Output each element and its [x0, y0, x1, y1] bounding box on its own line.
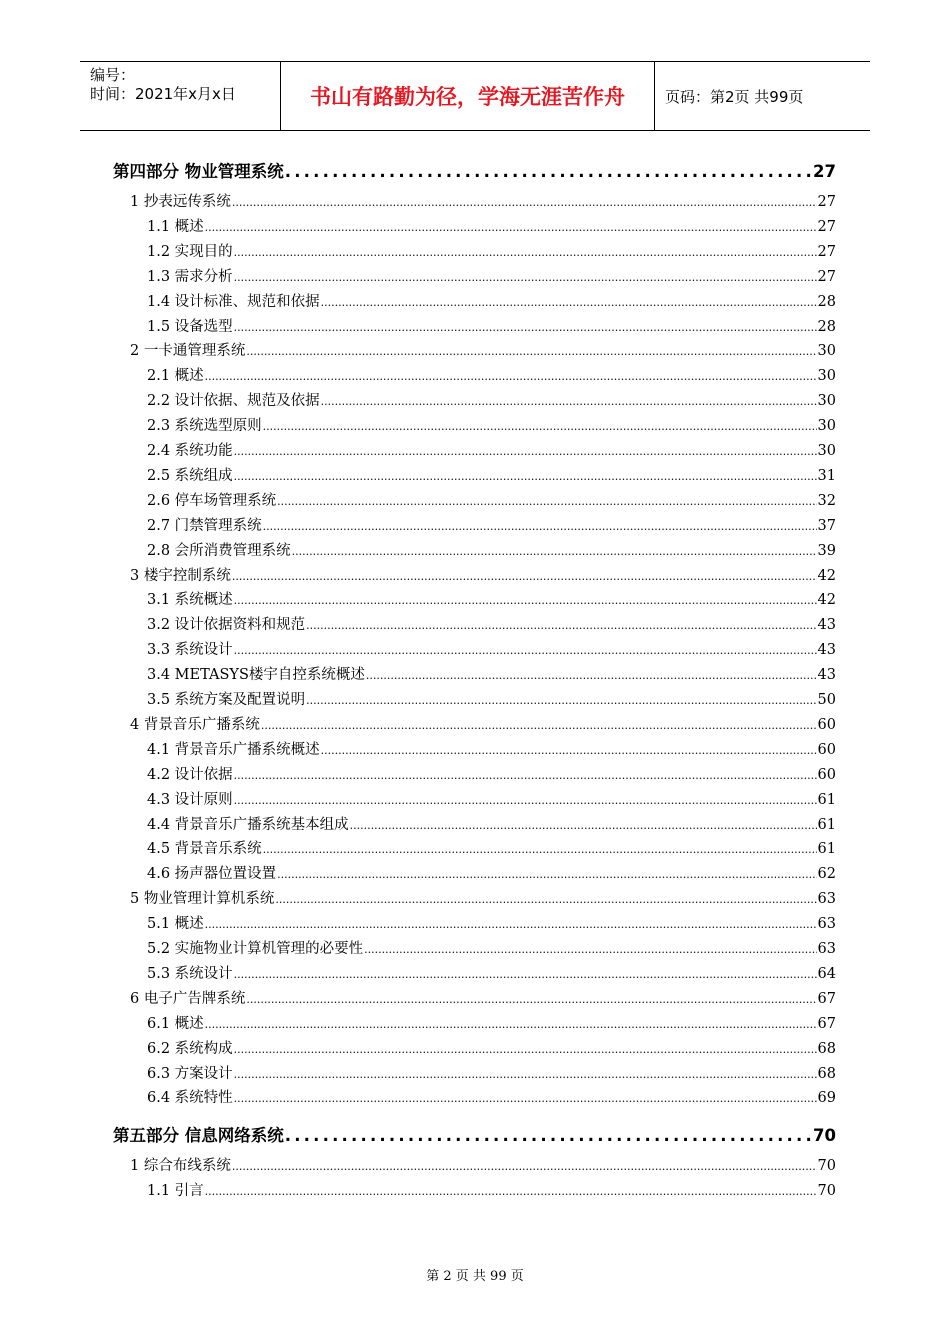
toc-dot-leader	[366, 667, 817, 683]
toc-dot-leader	[234, 443, 817, 459]
toc-page-number: 32	[817, 492, 836, 509]
toc-page-number: 43	[817, 667, 836, 684]
toc-entry-title: 4.1 背景音乐广播系统概述	[147, 741, 320, 758]
toc-entry[interactable]	[147, 813, 836, 834]
toc-entry[interactable]	[147, 763, 836, 784]
toc-page-number: 60	[817, 741, 836, 758]
toc-page-number: 63	[817, 916, 836, 933]
toc-entry-title: 1.5 设备选型	[147, 318, 233, 335]
toc-entry[interactable]	[147, 837, 836, 858]
toc-dot-leader	[205, 368, 817, 384]
toc-entry-title: 2.5 系统组成	[147, 467, 233, 484]
toc-entry-title: 1.3 需求分析	[147, 268, 233, 285]
toc-dot-leader	[234, 767, 817, 783]
toc-entry-title: 4.3 设计原则	[147, 791, 233, 808]
toc-entry[interactable]	[147, 539, 836, 560]
toc-entry-title: 2.8 会所消费管理系统	[147, 542, 291, 559]
toc-page-number: 67	[817, 1015, 836, 1032]
toc-entry-title: 5.3 系统设计	[147, 965, 233, 982]
toc-page-number: 63	[817, 941, 836, 957]
toc-dot-leader	[263, 841, 817, 857]
toc-dot-leader	[306, 617, 816, 633]
toc-dot-leader	[232, 194, 817, 210]
toc-page-number: 70	[817, 1183, 836, 1200]
toc-entry[interactable]	[130, 339, 836, 360]
toc-entry[interactable]	[130, 1154, 836, 1175]
toc-entry[interactable]	[147, 1086, 836, 1107]
toc-page-number: 28	[817, 293, 836, 310]
toc-page-number: 30	[817, 443, 836, 459]
toc-dot-leader	[277, 866, 816, 882]
toc-entry[interactable]	[147, 514, 836, 535]
toc-entry[interactable]	[130, 713, 836, 734]
toc-page-number: 30	[817, 393, 836, 410]
toc-dot-leader	[234, 468, 817, 484]
toc-entry-title: 1 抄表远传系统	[130, 194, 231, 210]
date-label: 时间：2021年x月x日	[90, 85, 236, 103]
toc-entry[interactable]	[147, 315, 836, 336]
toc-entry-title: 4 背景音乐广播系统	[130, 716, 260, 733]
toc-page-number: 27	[813, 162, 836, 181]
toc-entry-title: 2.4 系统功能	[147, 443, 233, 459]
toc-dot-leader	[234, 1041, 817, 1057]
toc-page-number: 70	[813, 1126, 836, 1146]
toc-dot-leader	[263, 418, 817, 434]
toc-entry-title: 3 楼宇控制系统	[130, 567, 231, 584]
toc-entry[interactable]	[130, 887, 836, 908]
toc-page-number: 68	[817, 1065, 836, 1082]
toc-entry[interactable]	[147, 240, 836, 261]
toc-entry-title: 6.2 系统构成	[147, 1040, 233, 1057]
toc-dot-leader	[277, 493, 816, 509]
toc-page-number: 70	[817, 1158, 836, 1175]
toc-entry-title: 5 物业管理计算机系统	[130, 891, 275, 908]
toc-page-number: 63	[817, 891, 836, 908]
toc-page-number: 43	[817, 642, 836, 659]
header-motto: 书山有路勤为径，学海无涯苦作舟	[281, 62, 655, 130]
toc-entry-title: 2.1 概述	[147, 368, 204, 385]
toc-page-number: 31	[817, 467, 836, 484]
toc-dot-leader	[350, 817, 817, 833]
toc-entry[interactable]	[147, 638, 836, 659]
toc-entry-title: 1.2 实现目的	[147, 243, 233, 260]
toc-entry[interactable]	[147, 1179, 836, 1200]
toc-dot-leader	[234, 1066, 817, 1082]
toc-dot-leader	[321, 742, 817, 758]
toc-entry-title: 第五部分 信息网络系统	[113, 1126, 284, 1146]
toc-entry-title: 2.7 门禁管理系统	[147, 517, 262, 534]
toc-entry-title: 2.2 设计依据、规范及依据	[147, 393, 320, 410]
toc-entry-title: 6.4 系统特性	[147, 1090, 233, 1107]
toc-dot-leader	[263, 518, 817, 534]
toc-entry-title: 2 一卡通管理系统	[130, 343, 246, 360]
toc-dot-leader	[261, 717, 817, 733]
toc-entry-title: 4.4 背景音乐广播系统基本组成	[147, 816, 349, 833]
toc-entry-title: 6 电子广告牌系统	[130, 990, 246, 1007]
toc-dot-leader	[234, 792, 817, 808]
toc-page-number: 30	[817, 343, 836, 360]
toc-part-heading[interactable]	[113, 1122, 836, 1146]
toc-page-number: 64	[817, 965, 836, 982]
toc-entry[interactable]	[147, 1037, 836, 1058]
toc-entry-title: 3.4 METASYS楼宇自控系统概述	[147, 667, 365, 684]
toc-part-heading[interactable]	[113, 158, 836, 182]
toc-entry[interactable]	[147, 613, 836, 634]
toc-entry[interactable]	[147, 414, 836, 435]
toc-dot-leader	[246, 343, 816, 359]
toc-entry-title: 2.6 停车场管理系统	[147, 492, 277, 509]
toc-page-number: 61	[817, 791, 836, 808]
toc-entry[interactable]	[147, 788, 836, 809]
toc-entry-title: 1.1 概述	[147, 218, 204, 235]
toc-page-number: 62	[817, 866, 836, 883]
toc-dot-leader	[292, 543, 817, 559]
toc-entry-title: 1 综合布线系统	[130, 1158, 231, 1175]
toc-entry-title: 3.5 系统方案及配置说明	[147, 692, 306, 708]
toc-dot-leader	[234, 244, 817, 260]
toc-entry[interactable]	[130, 190, 836, 211]
toc-page-number: 30	[817, 368, 836, 385]
toc-dot-leader	[205, 219, 817, 235]
toc-entry-title: 6.3 方案设计	[147, 1065, 233, 1082]
toc-page-number: 28	[817, 318, 836, 335]
toc-entry-title: 3.3 系统设计	[147, 642, 233, 659]
toc-entry[interactable]	[147, 1012, 836, 1033]
toc-page-number: 27	[817, 218, 836, 235]
toc-dot-leader	[246, 991, 816, 1007]
toc-entry-title: 6.1 概述	[147, 1015, 204, 1032]
toc-entry-title: 2.3 系统选型原则	[147, 418, 262, 435]
toc-dot-leader	[285, 1126, 812, 1145]
toc-dot-leader	[234, 966, 817, 982]
toc-page-number: 42	[817, 567, 836, 584]
toc-entry-title: 4.5 背景音乐系统	[147, 841, 262, 858]
toc-page-number: 69	[817, 1090, 836, 1107]
toc-entry-title: 4.2 设计依据	[147, 766, 233, 783]
toc-entry-title: 1.4 设计标准、规范和依据	[147, 293, 320, 310]
toc-page-number: 37	[817, 517, 836, 534]
toc-page-number: 43	[817, 617, 836, 634]
toc-dot-leader	[232, 1158, 817, 1174]
toc-entry[interactable]	[130, 564, 836, 585]
page-footer: 第 2 页 共 99 页	[426, 1269, 524, 1284]
toc-entry[interactable]	[147, 439, 836, 460]
toc-dot-leader	[364, 941, 816, 957]
toc-page-number: 60	[817, 716, 836, 733]
toc-dot-leader	[285, 162, 812, 181]
toc-dot-leader	[234, 269, 817, 285]
toc-entry[interactable]	[147, 862, 836, 883]
toc-entry[interactable]	[130, 987, 836, 1008]
toc-entry-title: 1.1 引言	[147, 1183, 204, 1200]
toc-page-number: 61	[817, 841, 836, 858]
toc-entry[interactable]	[147, 389, 836, 410]
toc-page-number: 39	[817, 542, 836, 559]
toc-entry[interactable]	[147, 215, 836, 236]
toc-entry[interactable]	[147, 489, 836, 510]
toc-entry[interactable]	[147, 290, 836, 311]
toc-entry[interactable]	[147, 464, 836, 485]
toc-entry-title: 4.6 扬声器位置设置	[147, 866, 277, 883]
toc-entry[interactable]	[147, 688, 836, 709]
toc-page-number: 30	[817, 418, 836, 435]
toc-dot-leader	[234, 1090, 817, 1106]
toc-entry[interactable]	[147, 1062, 836, 1083]
toc-page-number: 68	[817, 1040, 836, 1057]
toc-entry[interactable]	[147, 588, 836, 609]
toc-dot-leader	[232, 568, 817, 584]
toc-entry-title: 第四部分 物业管理系统	[113, 162, 284, 181]
toc-page-number: 67	[817, 990, 836, 1007]
toc-dot-leader	[234, 592, 817, 608]
toc-entry[interactable]	[147, 663, 836, 684]
toc-entry-title: 5.2 实施物业计算机管理的必要性	[147, 941, 364, 957]
header-page-info: 页码：第2页 共99页	[665, 87, 804, 106]
toc-dot-leader	[205, 1016, 817, 1032]
toc-entry-title: 3.1 系统概述	[147, 592, 233, 609]
toc-dot-leader	[205, 916, 817, 932]
toc-dot-leader	[205, 1183, 817, 1199]
toc-dot-leader	[306, 692, 816, 708]
toc-entry[interactable]	[147, 962, 836, 983]
toc-entry[interactable]	[147, 364, 836, 385]
toc-entry-title: 3.2 设计依据资料和规范	[147, 617, 306, 634]
toc-entry[interactable]	[147, 937, 836, 958]
toc-page-number: 42	[817, 592, 836, 609]
toc-entry[interactable]	[147, 912, 836, 933]
toc-page-number: 50	[817, 692, 836, 708]
toc-page-number: 27	[817, 268, 836, 285]
doc-number-label: 编号：	[90, 66, 136, 84]
toc-page-number: 27	[817, 194, 836, 210]
toc-entry[interactable]	[147, 265, 836, 286]
toc-dot-leader	[275, 891, 816, 907]
toc-entry-title: 5.1 概述	[147, 916, 204, 933]
toc-dot-leader	[321, 393, 817, 409]
toc-page-number: 27	[817, 243, 836, 260]
toc-page-number: 61	[817, 816, 836, 833]
toc-entry[interactable]	[147, 738, 836, 759]
toc-dot-leader	[321, 294, 817, 310]
toc-dot-leader	[234, 319, 817, 335]
toc-page-number: 60	[817, 766, 836, 783]
toc-dot-leader	[234, 642, 817, 658]
